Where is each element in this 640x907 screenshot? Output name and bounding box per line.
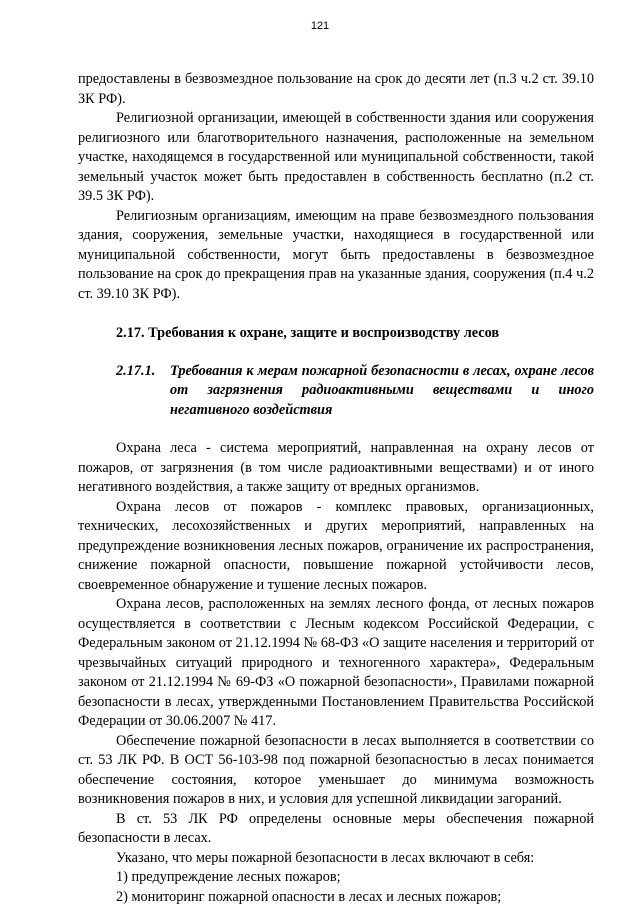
subsection-title: Требования к мерам пожарной безопасности в лесах, охране лесов от загрязнения радиоактивными веществами и иного негативного воздействия — [170, 363, 594, 418]
paragraph: Религиозной организации, имеющей в собственности здания или сооружения религиозного или благотворительного назначения, расположенные на земельном участке, находящемся в государственной или муниципальной собственности, такой земельный участок может быть предоставлен в собственность бесплатно (п.2 ст. 39.5 ЗК РФ). — [78, 109, 594, 207]
subsection-heading — [116, 362, 594, 421]
paragraph: предоставлены в безвозмездное пользование на срок до десяти лет (п.3 ч.2 ст. 39.10 ЗК РФ). — [78, 70, 594, 109]
paragraph: Обеспечение пожарной безопасности в лесах выполняется в соответствии со ст. 53 ЛК РФ. В ОСТ 56-103-98 под пожарной безопасностью в лесах понимается обеспечение состояния, которое уменьшает до минимума возможность возникновения пожаров в них, и условия для успешной ликвидации загораний. — [78, 732, 594, 810]
paragraph: Охрана леса - система мероприятий, направленная на охрану лесов от пожаров, от загрязнения (в том числе радиоактивными веществами) и от иного негативного воздействия, а также защиту от вредных организмов. — [78, 439, 594, 498]
page-number: 121 — [0, 20, 640, 32]
list-item: 2) мониторинг пожарной опасности в лесах и лесных пожаров; — [78, 888, 594, 907]
paragraph: Религиозным организациям, имеющим на праве безвозмездного пользования здания, сооружения, земельные участки, находящиеся в государственной или муниципальной собственности, могут быть предоставлены в безвозмездное пользование на срок до прекращения прав на указанные здания, сооружения (п.4 ч.2 ст. 39.10 ЗК РФ). — [78, 207, 594, 305]
list-item: 1) предупреждение лесных пожаров; — [78, 868, 594, 888]
section-heading: 2.17. Требования к охране, защите и воспроизводству лесов — [78, 324, 594, 344]
document-body — [78, 70, 594, 907]
paragraph: В ст. 53 ЛК РФ определены основные меры обеспечения пожарной безопасности в лесах. — [78, 810, 594, 849]
paragraph: Охрана лесов, расположенных на землях лесного фонда, от лесных пожаров осуществляется в соответствии с Лесным кодексом Российской Федерации, с Федеральным законом от 21.12.1994 № 68-ФЗ «О защите населения и территорий от чрезвычайных ситуаций природного и техногенного характера», Федеральным законом от 21.12.1994 № 69-ФЗ «О пожарной безопасности», Правилами пожарной безопасности в лесах, утвержденными Постановлением Правительства Российской Федерации от 30.06.2007 № 417. — [78, 595, 594, 732]
subsection-number: 2.17.1. — [116, 362, 155, 382]
paragraph: Охрана лесов от пожаров - комплекс правовых, организационных, технических, лесохозяйственных и других мероприятий, направленных на предупреждение возникновения лесных пожаров, ограничение их распространения, снижение пожарной опасности, повышение пожарной устойчивости лесов, своевременное обнаружение и тушение лесных пожаров. — [78, 498, 594, 596]
paragraph: Указано, что меры пожарной безопасности в лесах включают в себя: — [78, 849, 594, 869]
